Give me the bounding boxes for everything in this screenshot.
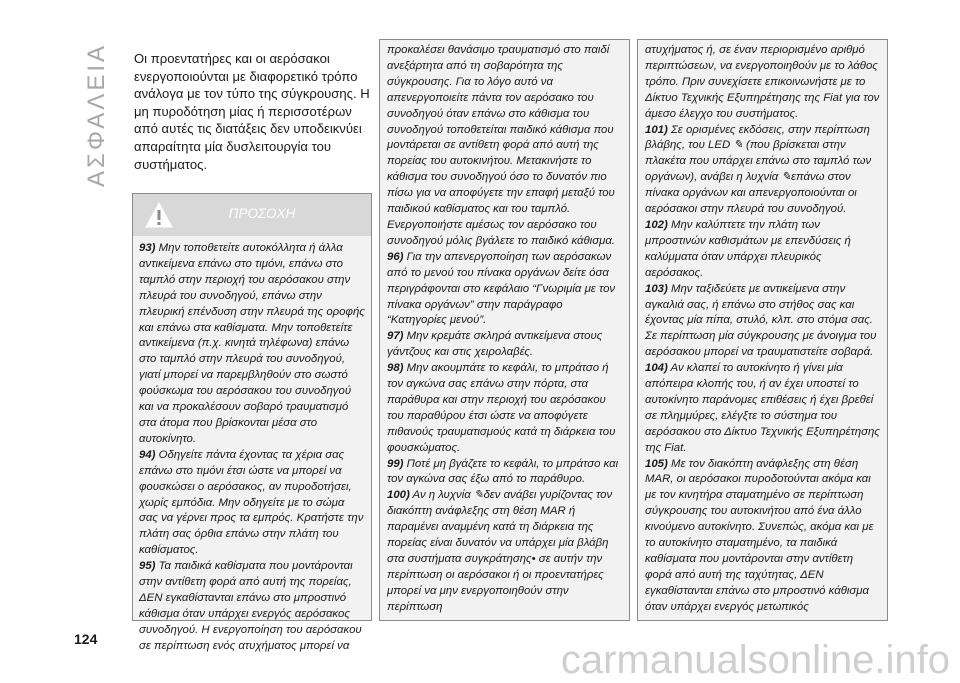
- warning-title: ΠΡΟΣΟΧΗ: [228, 206, 296, 221]
- warning-column-1: [139, 241, 365, 655]
- warning-column-3: [637, 39, 888, 621]
- note-item: 105) Με τον διακόπτη ανάφλεξης στη θέση MAR, οι αερόσακοι πυροδοτούνται ακόμα και με τον κινητήρα σταματημένο σε περίπτωση σύγκρουσης του αυτοκινήτου από ένα άλλο κινούμενο αυτοκίνητο. Συνεπώς, ακόμα και με το αυτοκίνητο σταματημένο, τα παιδικά καθίσματα που μοντάρονται στην αντίθετη φορά από αυτή της ταχύτητας, ΔΕΝ εγκαθίστανται επάνω στο μπροστινό κάθισμα όταν υπάρχει ενεργός μετωπικός: [645, 457, 874, 613]
- note-item: 101) Σε ορισμένες εκδόσεις, στην περίπτωση βλάβης, του LED ✎ (που βρίσκεται στην πλακέτα που υπάρχει επάνω στο ταμπλό των οργάνων), ανάβει η λυχνία ✎επάνω στον πίνακα οργάνων και απενεργοποιούνται οι αερόσακοι στην πλευρά του συνοδηγού.: [645, 123, 872, 216]
- note-item: 98) Μην ακουμπάτε το κεφάλι, το μπράτσο ή τον αγκώνα σας επάνω στην πόρτα, στα παράθυρα και στην περιοχή του αερόσακου του παραθύρου έτσι ώστε να αποφύγετε πιθανούς τραυματισμούς κατά τη διάρκεια του φουσκώματος.: [387, 362, 616, 454]
- note-item: 94) Οδηγείτε πάντα έχοντας τα χέρια σας επάνω στο τιμόνι έτσι ώστε να μπορεί να φουσκώσει ο αερόσακος, αν πυροδοτήσει, χωρίς εμπόδια. Μην οδηγείτε με το σώμα σας να γέρνει προς τα εμπρός. Κρατήστε την πλάτη σας όρθια επάνω στην πλάτη του καθίσματος.: [139, 448, 364, 557]
- warning-box: [132, 193, 372, 652]
- note-item: 97) Μην κρεμάτε σκληρά αντικείμενα στους γάντζους και στις χειρολαβές.: [387, 330, 603, 359]
- note-item: 100) Αν η λυχνία ✎δεν ανάβει γυρίζοντας τον διακόπτη ανάφλεξης στη θέση MAR ή παραμένει αναμμένη κατά τη διάρκεια της πορείας είναι δυνατόν να υπάρχει μία βλάβη στα συστήματα συγκράτησης• σε αυτήν την περίπτωση οι αερόσακοι ή οι προεντατήρες μπορεί να μην ενεργοποιηθούν στην περίπτωση: [387, 489, 613, 613]
- watermark: carmanualsonline.info: [560, 638, 950, 682]
- intro-paragraph: Οι προεντατήρες και οι αερόσακοι ενεργοποιούνται με διαφορετικό τρόπο ανάλογα με τον τύπο της σύγκρουσης. Η μη πυροδότηση μίας ή περισσοτέρων από αυτές τις διατάξεις δεν υποδεικνύει απαραίτητα μία δυσλειτουργία του συστήματος.: [134, 51, 370, 172]
- note-item: 95) Τα παιδικά καθίσματα που μοντάρονται στην αντίθετη φορά από αυτή της πορείας, ΔΕΝ εγκαθίστανται επάνω στο μπροστινό κάθισμα όταν υπάρχει ενεργός αερόσακος συνοδηγού. Η ενεργοποίηση του αερόσακου σε περίπτωση ενός ατυχήματος μπορεί να: [139, 560, 362, 652]
- note-item: 93) Μην τοποθετείτε αυτοκόλλητα ή άλλα αντικείμενα επάνω στο τιμόνι, επάνω στο ταμπλό στην περιοχή του αερόσακου στην πλευρά του συνοδηγού, επάνω στην πλευρική επένδυση στην πλευρά της οροφής και επάνω στα καθίσματα. Μην τοποθετείτε αντικείμενα (π.χ. κινητά τηλέφωνα) επάνω στο ταμπλό στην πλευρά του συνοδηγού, γιατί μπορεί να παρεμβληθούν στο σωστό φούσκωμα του αερόσακου του συνοδηγού και να προκαλέσουν σοβαρό τραυματισμό στα άτομα που βρίσκονται μέσα στο αυτοκίνητο.: [139, 242, 365, 445]
- note-item: 103) Μην ταξιδεύετε με αντικείμενα στην αγκαλιά σας, ή επάνω στο στήθος σας και έχοντας μία πίπα, στυλό, κλπ. στο στόμα σας. Σε περίπτωση μία σύγκρουσης με άνοιγμα του αερόσακου μπορεί να τραυματιστείτε σοβαρά.: [645, 282, 877, 359]
- note-item: 102) Μην καλύπτετε την πλάτη των μπροστινών καθισμάτων με επενδύσεις ή καλύμματα όταν υπάρχει πλευρικός αερόσακος.: [645, 218, 851, 279]
- note-item: προκαλέσει θανάσιμο τραυματισμό στο παιδί ανεξάρτητα από τη σοβαρότητα της σύγκρουσης. Για το λόγο αυτό να απενεργοποιείτε πάντα τον αερόσακο του συνοδηγού όταν επάνω στο κάθισμα του συνοδηγού τοποθετείται παιδικό κάθισμα που μοντάρεται σε αντίθετη φορά από αυτή της πορείας του αυτοκινήτου. Μετακινήστε το κάθισμα του συνοδηγού όσο το δυνατόν πιο πίσω για να αποφύγετε την επαφή μεταξύ του παιδικού καθίσματος και του ταμπλό. Ενεργοποιήστε αμέσως τον αερόσακο του συνοδηγού μόλις βγάλετε το παιδικό κάθισμα.: [387, 44, 615, 247]
- note-item: 96) Για την απενεργοποίηση των αερόσακων από το μενού του πίνακα οργάνων δείτε όσα περιγράφονται στο κεφάλαιο “Γνωριμία με τον πίνακα οργάνων” στην παράγραφο “Κατηγορίες μενού”.: [387, 250, 616, 327]
- note-item: ατυχήματος ή, σε έναν περιορισμένο αριθμό περιπτώσεων, να ενεργοποιηθούν με το λάθος τρόπο. Πριν συνεχίσετε επικοινωνήστε με το Δίκτυο Τεχνικής Εξυπηρέτησης της Fiat για τον άμεσο έλεγχο του συστήματος.: [645, 44, 880, 120]
- note-item: 99) Ποτέ μη βγάζετε το κεφάλι, το μπράτσο και τον αγκώνα σας έξω από το παράθυρο.: [387, 457, 619, 486]
- warning-header: [133, 194, 371, 236]
- note-item: 104) Αν κλαπεί το αυτοκίνητο ή γίνει μία απόπειρα κλοπής του, ή αν έχει υποστεί το αυτοκίνητο παράνομες επιθέσεις ή έχει βρεθεί σε πλημμύρες, ελέγξτε το σύστημα του αερόσακου στο Δίκτυο Τεχνικής Εξυπηρέτησης της Fiat.: [645, 362, 880, 454]
- warning-column-2: [379, 39, 630, 621]
- section-label: [72, 40, 122, 190]
- section-label-text: ΑΣΦΑΛΕΙΑ: [83, 42, 110, 188]
- page-number: 124: [74, 631, 98, 647]
